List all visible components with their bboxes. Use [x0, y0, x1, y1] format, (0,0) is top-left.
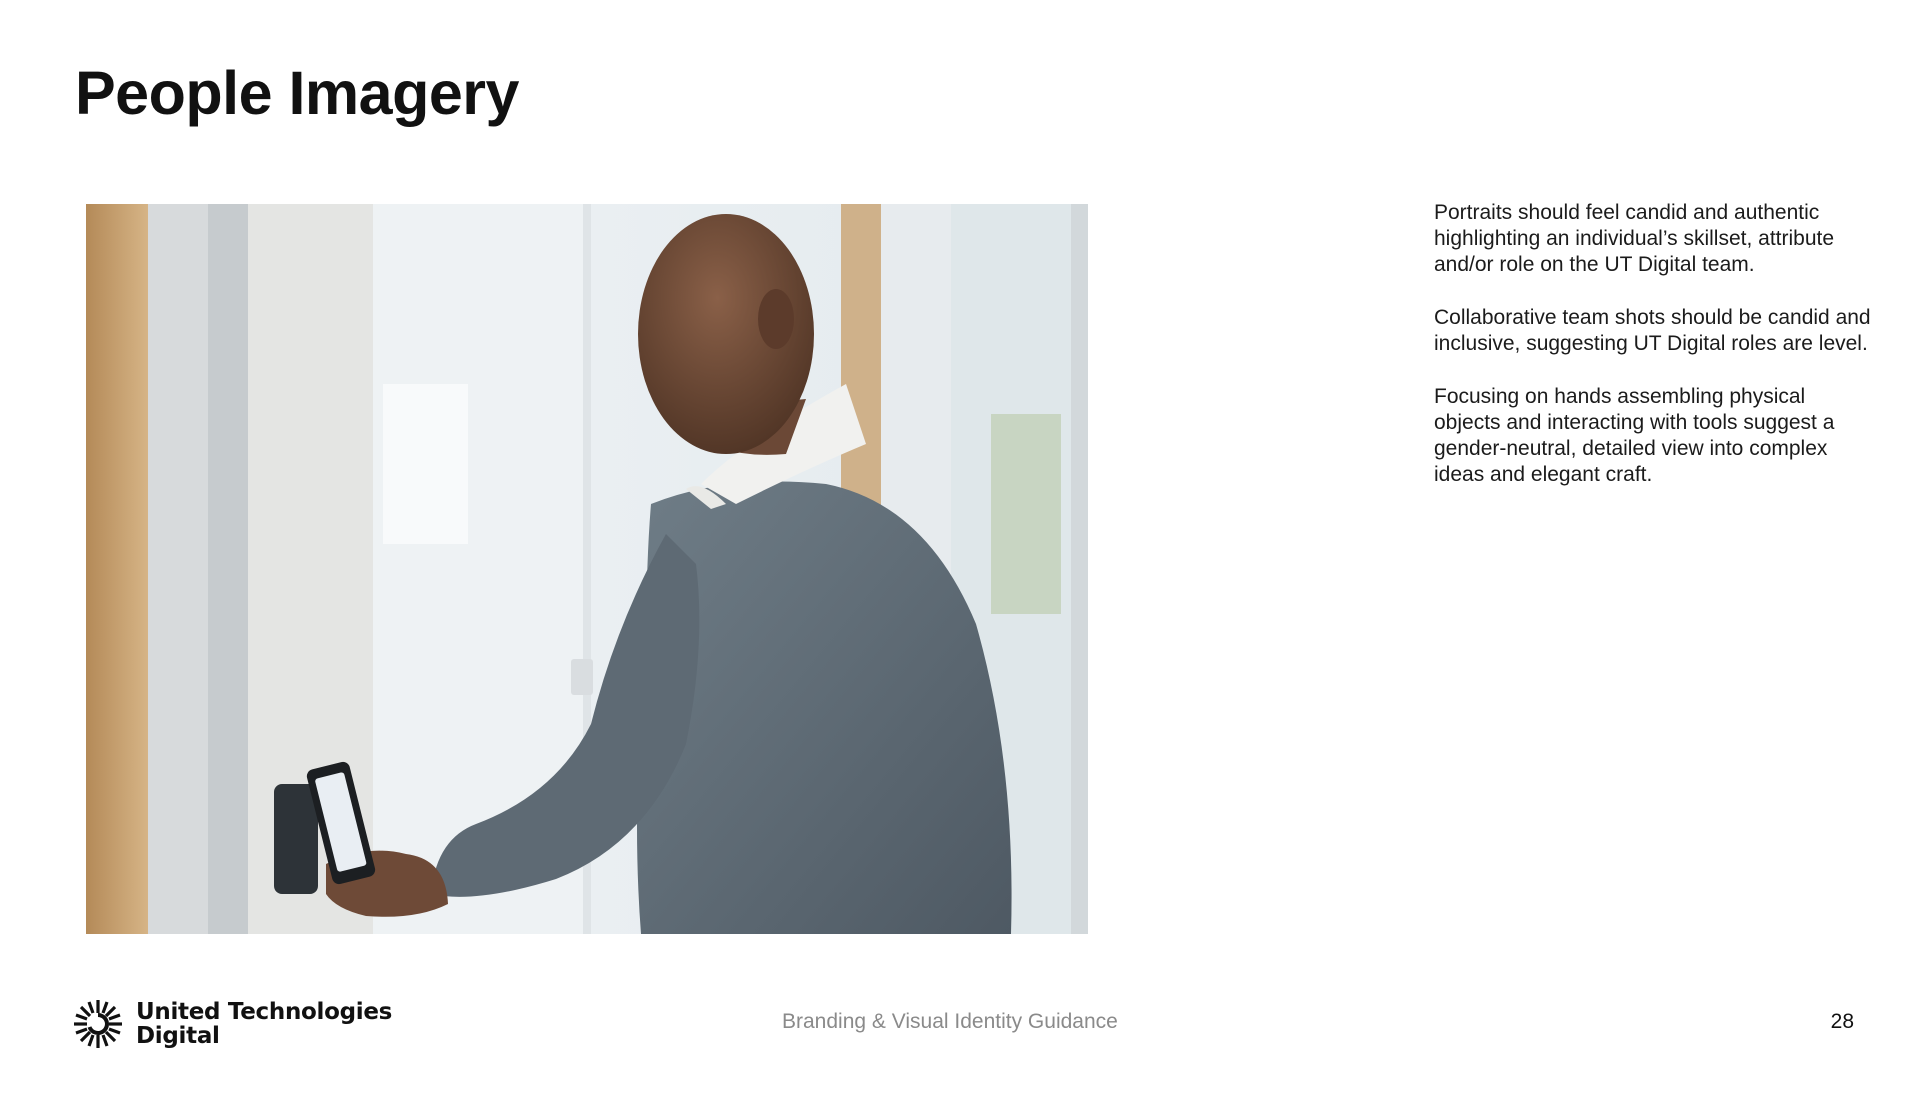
footer-logo [72, 996, 392, 1052]
paragraph-portraits: Portraits should feel candid and authentic highlighting an individual’s skillset, attribute and/or role on the UT Digital team. [1434, 201, 1835, 276]
people-photo [86, 204, 1088, 934]
logo-wordmark [136, 1000, 392, 1048]
page-title: People Imagery [75, 59, 519, 127]
paragraph-team-shots: Collaborative team shots should be candid and inclusive, suggesting UT Digital roles are level. [1434, 306, 1871, 355]
page-number: 28 [1830, 1010, 1854, 1033]
paragraph-hands: Focusing on hands assembling physical objects and interacting with tools suggest a gender-neutral, detailed view into complex ideas and elegant craft. [1434, 385, 1835, 486]
logo-line-1: United Technologies [136, 999, 393, 1025]
logo-line-2: Digital [136, 1023, 220, 1049]
footer-title: Branding & Visual Identity Guidance [782, 1010, 1118, 1033]
sunburst-logo-icon [72, 998, 124, 1050]
body-text [1434, 200, 1874, 515]
